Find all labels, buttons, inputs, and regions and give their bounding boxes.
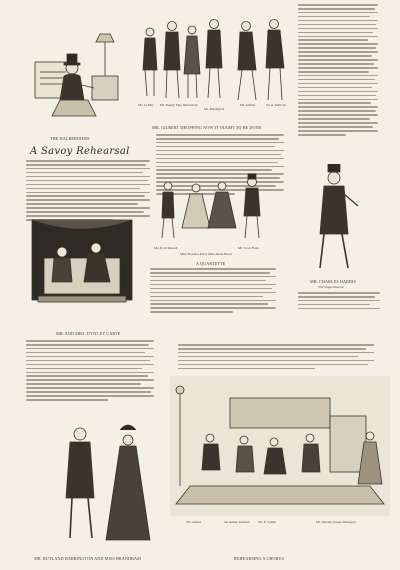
text-column-right-lower xyxy=(298,292,380,312)
figure-label: Sir A. Sullivan xyxy=(266,103,287,107)
harris-subcaption: The Stage Director xyxy=(318,285,344,289)
figure-label: Mr. F. Cellier xyxy=(258,520,277,524)
barrington-caption: MR. RUTLAND BARRINGTON AND MISS BRANDRAM xyxy=(34,556,141,561)
gilbert-caption: MR. GILBERT DROPPING NOW IT OUGHT TO BE DONE xyxy=(152,125,262,130)
figure-label: Mr. Scott Russell xyxy=(154,246,178,250)
text-column-left-lower xyxy=(26,340,154,403)
figure-label: Mrs. Macintosh xyxy=(176,103,198,107)
figure-label: Mr. Scott Fishe xyxy=(238,246,259,250)
figure-label: Mr. Sinclair (Stage Manager) xyxy=(316,520,356,524)
rehearsing-caption: REHEARSING A CHORUS xyxy=(234,556,285,561)
harris-caption: MR. CHARLES HARRIS xyxy=(310,279,356,284)
figure-label: Mr. Le Hay xyxy=(138,103,154,107)
text-column-left xyxy=(26,160,150,223)
article-title: A Savoy Rehearsal xyxy=(30,146,130,157)
barrington-brandram-illustration xyxy=(40,410,160,550)
carte-illustration xyxy=(30,218,134,318)
figure-label: Miss Jessie Bond xyxy=(208,252,232,256)
text-column-center-lower xyxy=(150,268,276,315)
text-column-right-top xyxy=(298,4,378,138)
carte-caption: MR. AND MRS. D'OYLEY CARTE xyxy=(56,331,121,336)
figure-label: Sir Arthur Sullivan xyxy=(224,520,250,524)
figure-label: Mr. Barrington xyxy=(204,107,225,111)
rehearsing-chorus-illustration xyxy=(170,376,390,526)
halberdiers-illustration xyxy=(30,28,130,132)
text-column-lower-right xyxy=(178,344,374,372)
quartette-illustration xyxy=(150,172,280,248)
halberdiers-caption: THE HALBERDIERS xyxy=(50,136,90,141)
quartette-caption: A QUARTETTE xyxy=(196,261,226,266)
harris-illustration xyxy=(300,164,370,274)
gilbert-group-illustration xyxy=(134,8,294,114)
figure-label: Miss Florence Perry xyxy=(180,252,208,256)
figure-label: Mr. Gilbert xyxy=(186,520,202,524)
figure-label: Mr. Gilbert xyxy=(240,103,256,107)
figure-label: Mr. Denny xyxy=(160,103,175,107)
